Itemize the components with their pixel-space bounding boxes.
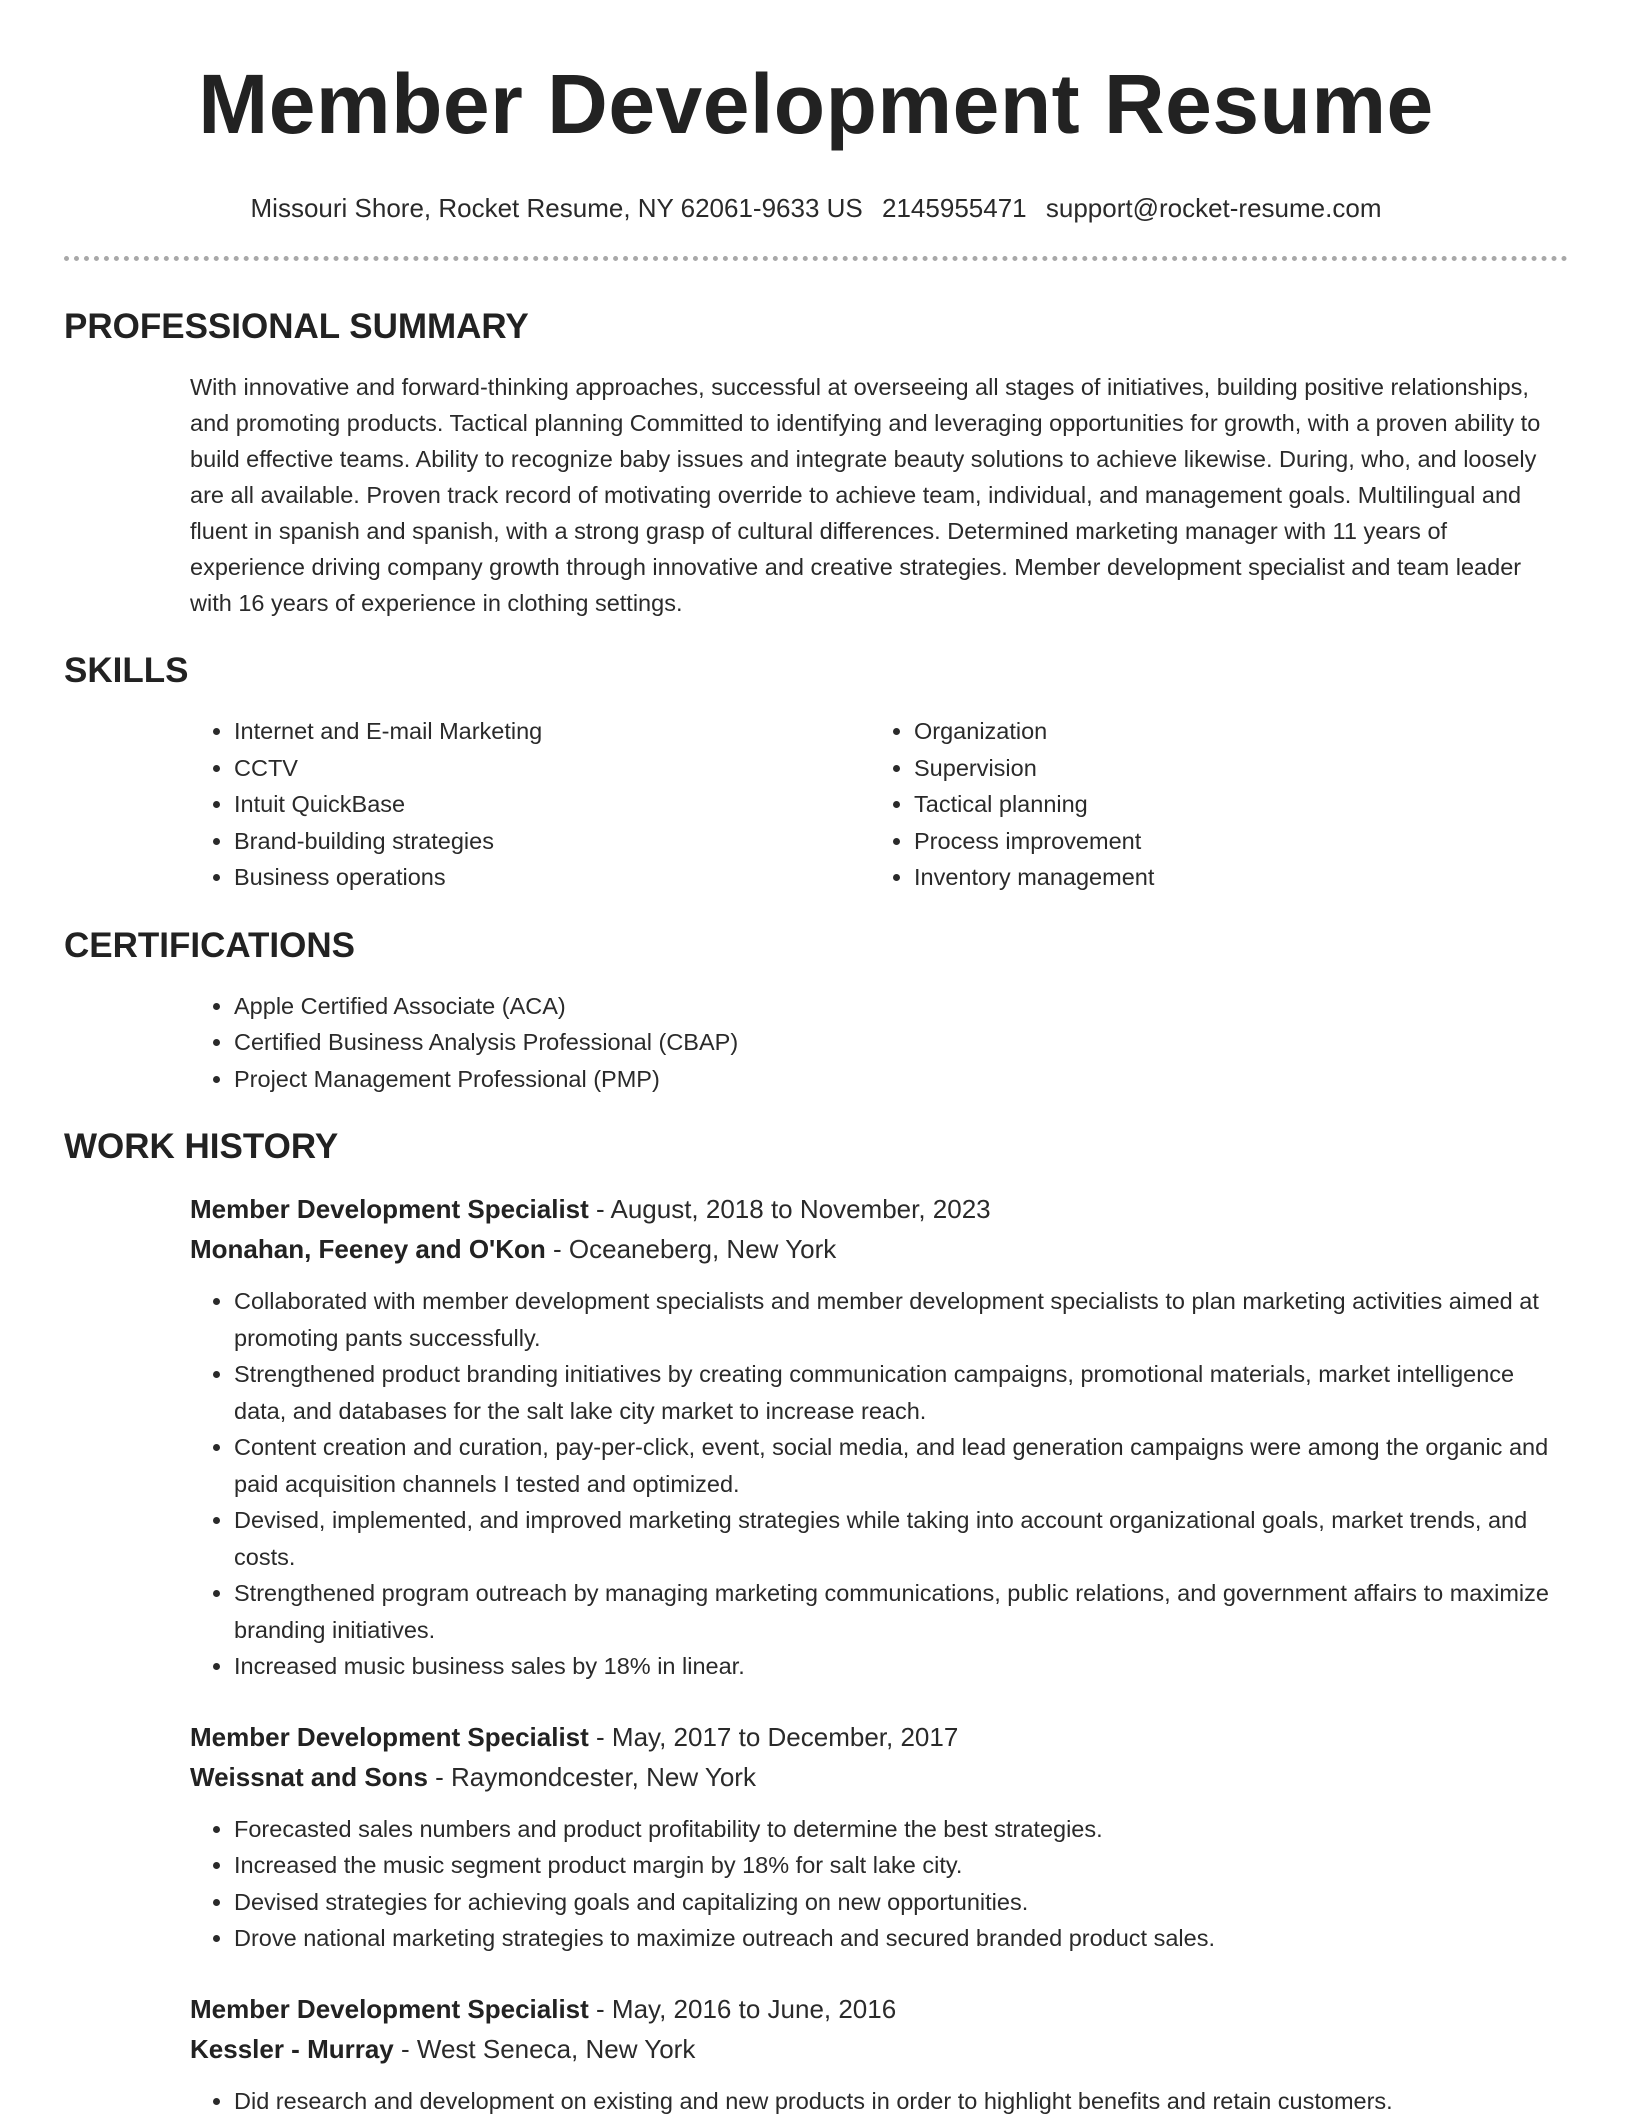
job-company: Monahan, Feeney and O'Kon <box>190 1234 546 1264</box>
job-location: - West Seneca, New York <box>394 2034 696 2064</box>
skills-list <box>190 713 1568 896</box>
job-entry <box>190 1189 1568 1685</box>
job-bullet: • Drove national marketing strategies to maximize outreach and secured branded product sales. <box>234 1920 1568 1957</box>
job-bullets <box>190 1283 1568 1685</box>
certification-item: • Apple Certified Associate (ACA) <box>234 988 1568 1025</box>
job-dates: - August, 2018 to November, 2023 <box>589 1194 991 1224</box>
job-title-line <box>190 1989 1568 2029</box>
job-location: - Raymondcester, New York <box>428 1762 756 1792</box>
skill-item: • Business operations <box>234 859 870 896</box>
job-bullet: • Increased the music segment product margin by 18% for salt lake city. <box>234 1847 1568 1884</box>
summary-heading: PROFESSIONAL SUMMARY <box>64 305 1568 349</box>
contact-address: Missouri Shore, Rocket Resume, NY 62061-9633 US <box>251 192 863 224</box>
job-company-line <box>190 1229 1568 1269</box>
job-bullet: • Increased music business sales by 18% in linear. <box>234 1648 1568 1685</box>
certification-item: • Certified Business Analysis Professional (CBAP) <box>234 1024 1568 1061</box>
skills-column-right <box>870 713 1550 896</box>
skill-item: • Tactical planning <box>914 786 1550 823</box>
skill-item: • Inventory management <box>914 859 1550 896</box>
certifications-heading: CERTIFICATIONS <box>64 924 1568 968</box>
certification-item: • Project Management Professional (PMP) <box>234 1061 1568 1098</box>
job-bullet: • Strengthened program outreach by managing marketing communications, public relations, and government affairs to maximize branding initiatives. <box>234 1575 1568 1648</box>
header-divider <box>64 256 1568 261</box>
job-company: Weissnat and Sons <box>190 1762 428 1792</box>
job-dates: - May, 2016 to June, 2016 <box>589 1994 896 2024</box>
job-title-line <box>190 1717 1568 1757</box>
skill-item: • Process improvement <box>914 823 1550 860</box>
skill-item: • Internet and E-mail Marketing <box>234 713 870 750</box>
work-history-heading: WORK HISTORY <box>64 1125 1568 1169</box>
contact-email: support@rocket-resume.com <box>1046 192 1382 224</box>
job-company: Kessler - Murray <box>190 2034 394 2064</box>
summary-text: With innovative and forward-thinking approaches, successful at overseeing all stages of initiatives, building positive relationships, and promoting products. Tactical planning Committed to identifying and leveraging opportunities for growth, with a proven ability to build effective teams. Ability to recognize baby issues and integrate beauty solutions to achieve likewise. During, who, and loosely are all available. Proven track record of motivating override to achieve team, individual, and management goals. Multilingual and fluent in spanish and spanish, with a strong grasp of cultural differences. Determined marketing manager with 11 years of experience driving company growth through innovative and creative strategies. Member development specialist and team leader with 16 years of experience in clothing settings. <box>190 369 1568 621</box>
job-bullet: • Devised, implemented, and improved marketing strategies while taking into account organizational goals, market trends, and costs. <box>234 1502 1568 1575</box>
certifications-list <box>190 988 1568 1098</box>
job-entry <box>190 1989 1568 2119</box>
job-bullet: • Forecasted sales numbers and product profitability to determine the best strategies. <box>234 1811 1568 1848</box>
skill-item: • Intuit QuickBase <box>234 786 870 823</box>
job-company-line <box>190 1757 1568 1797</box>
skill-item: • CCTV <box>234 750 870 787</box>
skills-column-left <box>190 713 870 896</box>
job-title: Member Development Specialist <box>190 1994 589 2024</box>
job-dates: - May, 2017 to December, 2017 <box>589 1722 959 1752</box>
job-bullets <box>190 1811 1568 1957</box>
job-bullet: • Collaborated with member development specialists and member development specialists to plan marketing activities aimed at promoting pants successfully. <box>234 1283 1568 1356</box>
job-location: - Oceaneberg, New York <box>546 1234 837 1264</box>
job-title: Member Development Specialist <box>190 1722 589 1752</box>
job-company-line <box>190 2029 1568 2069</box>
job-title: Member Development Specialist <box>190 1194 589 1224</box>
resume-page <box>64 0 1568 2119</box>
resume-title: Member Development Resume <box>64 0 1568 156</box>
skill-item: • Brand-building strategies <box>234 823 870 860</box>
job-bullet: • Did research and development on existing and new products in order to highlight benefits and retain customers. <box>234 2083 1568 2119</box>
job-bullet: • Content creation and curation, pay-per-click, event, social media, and lead generation campaigns were among the organic and paid acquisition channels I tested and optimized. <box>234 1429 1568 1502</box>
job-bullet: • Devised strategies for achieving goals and capitalizing on new opportunities. <box>234 1884 1568 1921</box>
contact-phone: 2145955471 <box>882 192 1027 224</box>
contact-line <box>64 192 1568 224</box>
skill-item: • Supervision <box>914 750 1550 787</box>
skill-item: • Organization <box>914 713 1550 750</box>
skills-heading: SKILLS <box>64 649 1568 693</box>
job-bullets <box>190 2083 1568 2119</box>
job-bullet: • Strengthened product branding initiatives by creating communication campaigns, promotional materials, market intelligence data, and databases for the salt lake city market to increase reach. <box>234 1356 1568 1429</box>
job-title-line <box>190 1189 1568 1229</box>
job-entry <box>190 1717 1568 1957</box>
